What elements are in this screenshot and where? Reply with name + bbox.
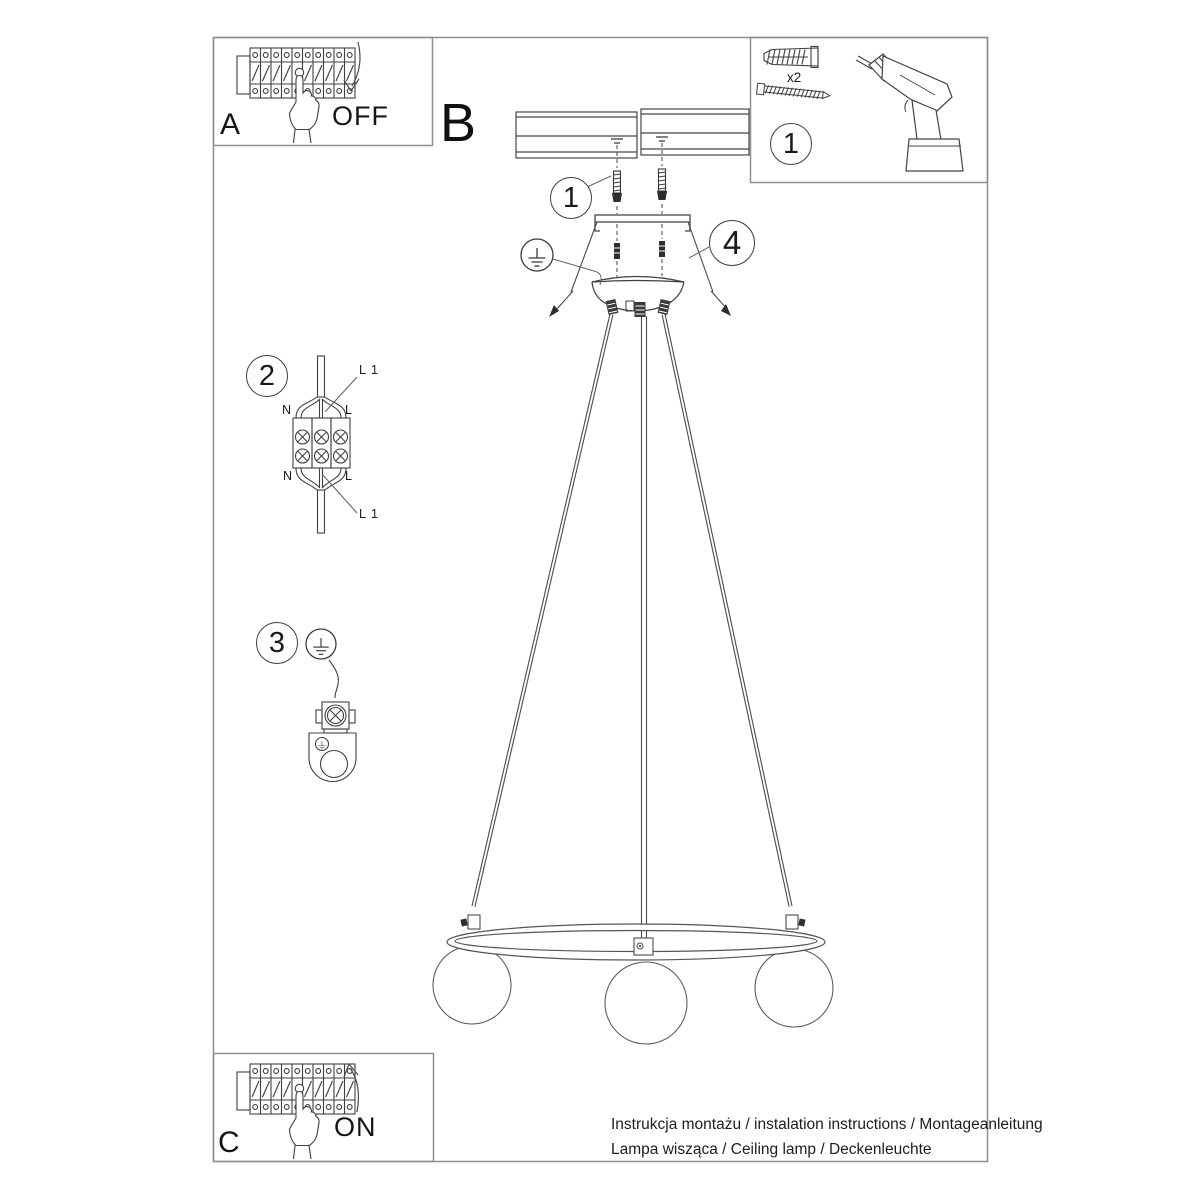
alignment-dashes bbox=[617, 143, 662, 277]
callout-screws: 1 bbox=[550, 177, 592, 219]
cord-grips bbox=[606, 299, 671, 317]
mounting-screw-part bbox=[757, 83, 831, 102]
panel-c-label: C bbox=[218, 1126, 240, 1159]
callout-ground-clamp: 3 bbox=[256, 622, 298, 664]
globe-left bbox=[433, 946, 511, 1024]
wall-plug-marks bbox=[611, 137, 668, 143]
terminal-block-diagram bbox=[293, 356, 357, 533]
earth-icon-canopy bbox=[521, 239, 601, 285]
sheet-frame bbox=[214, 38, 988, 1162]
glass-globes bbox=[433, 946, 833, 1044]
wire-label-l1-bottom: L 1 bbox=[359, 507, 379, 521]
mounting-bracket bbox=[595, 215, 690, 231]
canopy-screw-left bbox=[614, 243, 620, 259]
ground-clamp-diagram bbox=[306, 629, 356, 781]
footer-line-1: Instrukcja montażu / instalation instructions / Montageanleitung bbox=[611, 1116, 1043, 1133]
terminal-screws bbox=[296, 430, 348, 463]
wire-label-n-top: N bbox=[282, 403, 292, 417]
panel-a-label: A bbox=[220, 108, 241, 141]
wire-label-n-bottom: N bbox=[283, 469, 293, 483]
panel-b-label: B bbox=[440, 93, 477, 153]
wire-label-l1-top: L 1 bbox=[359, 363, 379, 377]
canopy-screw-right bbox=[659, 241, 665, 257]
wire-label-l-top: L bbox=[345, 403, 352, 417]
mounting-screw-right bbox=[657, 169, 667, 200]
suspension-wires bbox=[472, 314, 792, 940]
callout-canopy: 4 bbox=[709, 220, 755, 266]
callout-leaders bbox=[587, 176, 709, 258]
callout-parts-box: 1 bbox=[770, 123, 812, 165]
mounting-screw-left bbox=[612, 171, 622, 202]
footer-text bbox=[611, 1112, 1043, 1162]
globe-right bbox=[755, 949, 833, 1027]
plug-quantity: x2 bbox=[787, 70, 802, 85]
panel-c-action: ON bbox=[334, 1112, 377, 1142]
ceiling-boards bbox=[516, 109, 749, 158]
callout-wiring: 2 bbox=[246, 355, 288, 397]
wire-label-l-bottom: L bbox=[345, 469, 352, 483]
footer-line-2: Lampa wisząca / Ceiling lamp / Deckenleuchte bbox=[611, 1141, 932, 1158]
drill-icon bbox=[856, 54, 963, 171]
panel-a-action: OFF bbox=[332, 101, 389, 131]
globe-center bbox=[605, 962, 687, 1044]
wall-plug bbox=[764, 47, 818, 68]
